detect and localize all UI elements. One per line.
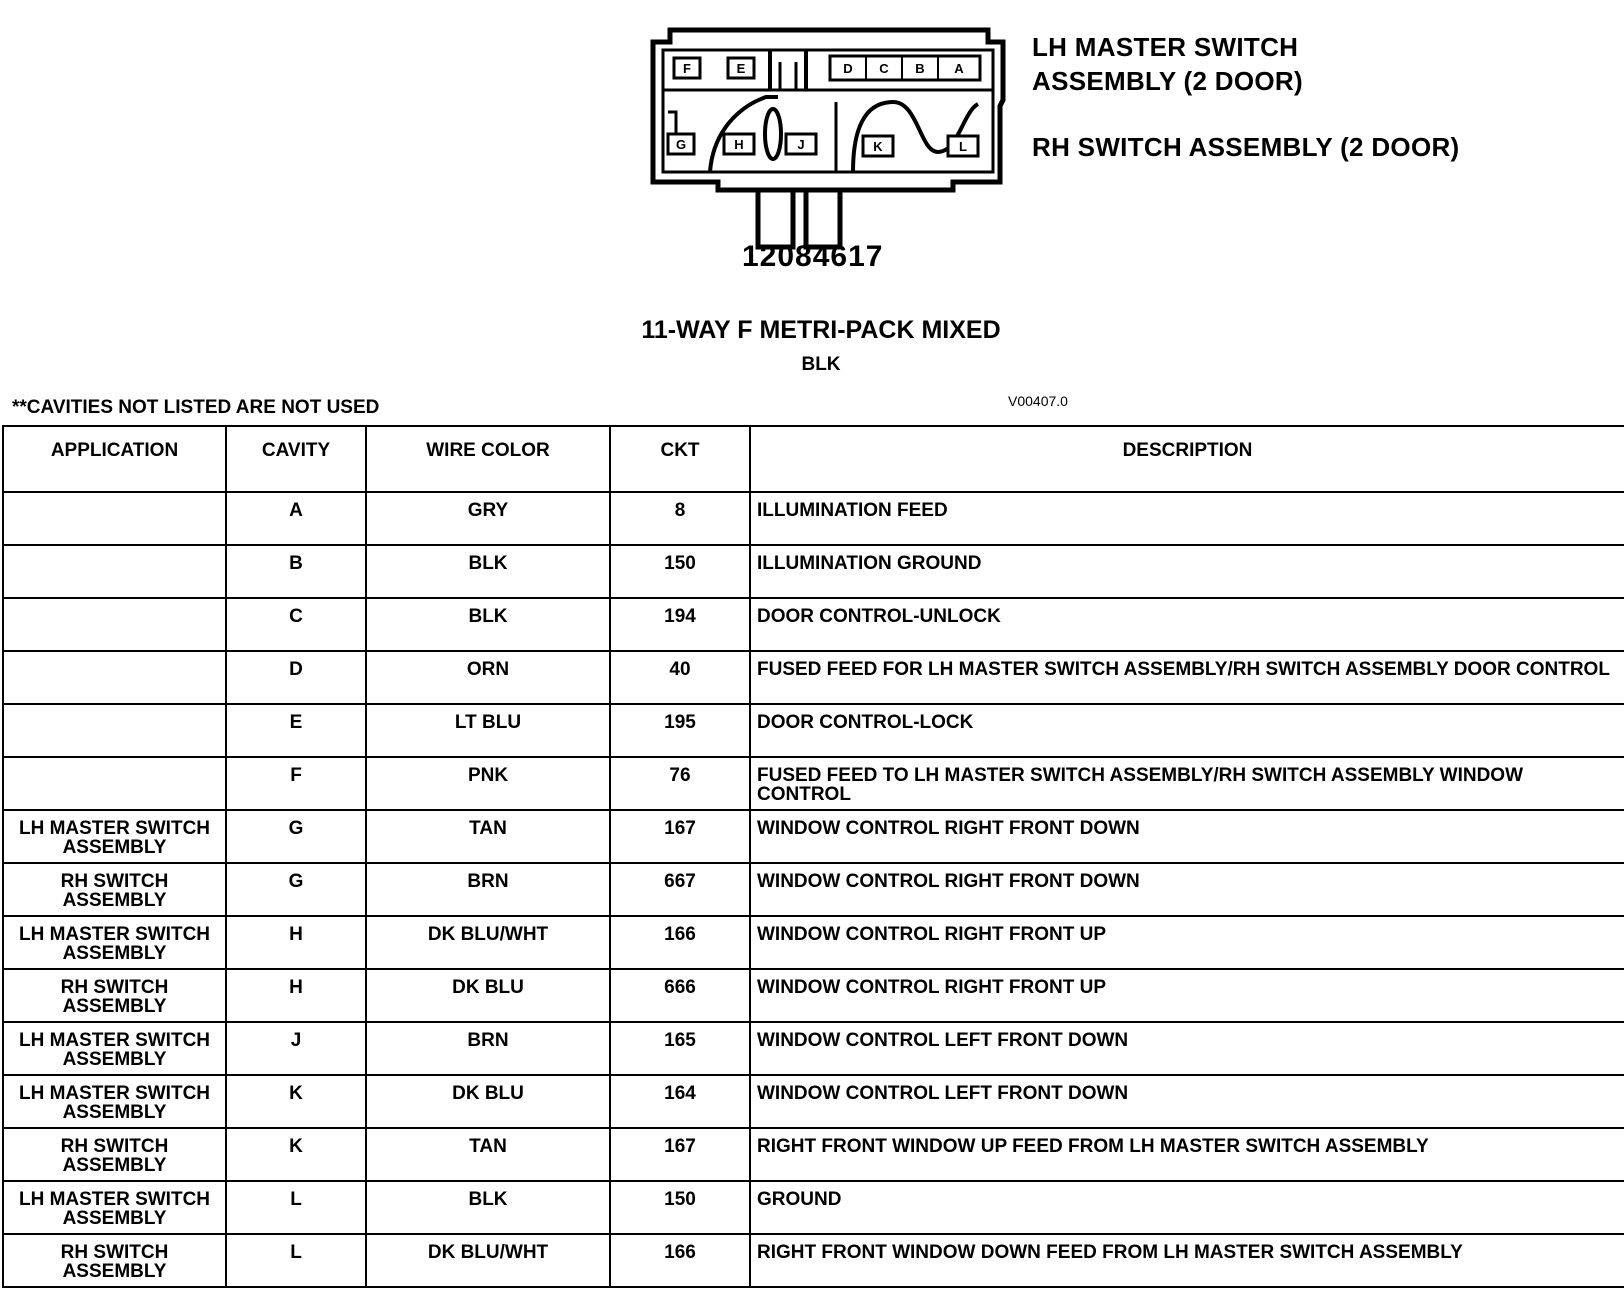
cell-wire-color: LT BLU (366, 704, 610, 757)
cell-cavity: H (226, 916, 366, 969)
cell-description: RIGHT FRONT WINDOW UP FEED FROM LH MASTER SWITCH ASSEMBLY (750, 1128, 1624, 1181)
cell-application: LH MASTER SWITCH ASSEMBLY (3, 1181, 226, 1234)
table-row (3, 1022, 1624, 1075)
cell-ckt: 666 (610, 969, 750, 1022)
cell-cavity: C (226, 598, 366, 651)
cell-description: WINDOW CONTROL RIGHT FRONT DOWN (750, 863, 1624, 916)
cavity-A-label: A (954, 61, 964, 76)
cell-description: WINDOW CONTROL LEFT FRONT DOWN (750, 1075, 1624, 1128)
table-row (3, 1181, 1624, 1234)
cell-cavity: F (226, 757, 366, 810)
cell-application: LH MASTER SWITCH ASSEMBLY (3, 1022, 226, 1075)
cell-application (3, 704, 226, 757)
cell-cavity: K (226, 1075, 366, 1128)
cell-ckt: 76 (610, 757, 750, 810)
cell-application: RH SWITCH ASSEMBLY (3, 1234, 226, 1287)
cell-application (3, 545, 226, 598)
header-cavity: CAVITY (226, 426, 366, 492)
cell-cavity: K (226, 1128, 366, 1181)
cell-wire-color: BLK (366, 598, 610, 651)
part-number: 12084617 (742, 240, 884, 273)
cell-ckt: 166 (610, 916, 750, 969)
cell-cavity: H (226, 969, 366, 1022)
cell-ckt: 167 (610, 810, 750, 863)
cell-application (3, 651, 226, 704)
reference-code: V00407.0 (1008, 393, 1068, 409)
cavity-H-label: H (734, 137, 744, 152)
table-row (3, 545, 1624, 598)
cell-application: LH MASTER SWITCH ASSEMBLY (3, 810, 226, 863)
header-description: DESCRIPTION (750, 426, 1624, 492)
cell-application: LH MASTER SWITCH ASSEMBLY (3, 1075, 226, 1128)
cell-description: DOOR CONTROL-UNLOCK (750, 598, 1624, 651)
cell-ckt: 8 (610, 492, 750, 545)
cell-wire-color: DK BLU/WHT (366, 916, 610, 969)
title-rh-switch: RH SWITCH ASSEMBLY (2 DOOR) (1032, 132, 1460, 162)
cell-ckt: 167 (610, 1128, 750, 1181)
cell-application: RH SWITCH ASSEMBLY (3, 969, 226, 1022)
cavity-K-label: K (873, 139, 883, 154)
cell-ckt: 667 (610, 863, 750, 916)
connector-face-diagram (648, 22, 1008, 270)
cell-description: WINDOW CONTROL RIGHT FRONT UP (750, 916, 1624, 969)
cell-ckt: 195 (610, 704, 750, 757)
table-row (3, 916, 1624, 969)
cell-description: ILLUMINATION FEED (750, 492, 1624, 545)
pinout-table (2, 425, 1624, 1288)
table-row (3, 810, 1624, 863)
cavity-L-label: L (959, 139, 967, 154)
cell-cavity: B (226, 545, 366, 598)
cell-wire-color: BRN (366, 863, 610, 916)
cell-cavity: A (226, 492, 366, 545)
cell-application: RH SWITCH ASSEMBLY (3, 1128, 226, 1181)
table-row (3, 704, 1624, 757)
table-row (3, 492, 1624, 545)
cell-description: RIGHT FRONT WINDOW DOWN FEED FROM LH MASTER SWITCH ASSEMBLY (750, 1234, 1624, 1287)
connector-titles (1032, 30, 1460, 164)
cell-wire-color: TAN (366, 810, 610, 863)
cell-wire-color: BLK (366, 545, 610, 598)
cell-cavity: G (226, 863, 366, 916)
cell-cavity: D (226, 651, 366, 704)
table-row (3, 1075, 1624, 1128)
cell-ckt: 40 (610, 651, 750, 704)
cell-application (3, 757, 226, 810)
cavity-E-label: E (736, 61, 746, 76)
cell-description: WINDOW CONTROL RIGHT FRONT DOWN (750, 810, 1624, 863)
table-row (3, 1128, 1624, 1181)
cell-description: ILLUMINATION GROUND (750, 545, 1624, 598)
cell-wire-color: TAN (366, 1128, 610, 1181)
cell-description: DOOR CONTROL-LOCK (750, 704, 1624, 757)
cell-cavity: L (226, 1181, 366, 1234)
cell-wire-color: BLK (366, 1181, 610, 1234)
cell-description: FUSED FEED FOR LH MASTER SWITCH ASSEMBLY/RH SWITCH ASSEMBLY DOOR CONTROL (750, 651, 1624, 704)
cell-application (3, 492, 226, 545)
cell-application (3, 598, 226, 651)
cell-wire-color: DK BLU/WHT (366, 1234, 610, 1287)
cell-wire-color: DK BLU (366, 1075, 610, 1128)
cell-wire-color: PNK (366, 757, 610, 810)
cell-ckt: 150 (610, 545, 750, 598)
cell-description: WINDOW CONTROL RIGHT FRONT UP (750, 969, 1624, 1022)
cell-wire-color: BRN (366, 1022, 610, 1075)
cell-description: WINDOW CONTROL LEFT FRONT DOWN (750, 1022, 1624, 1075)
title-lh-master-switch: LH MASTER SWITCH ASSEMBLY (2 DOOR) (1032, 32, 1303, 96)
cavity-B-label: B (915, 61, 925, 76)
table-row (3, 598, 1624, 651)
cell-wire-color: DK BLU (366, 969, 610, 1022)
cell-application: LH MASTER SWITCH ASSEMBLY (3, 916, 226, 969)
table-row (3, 969, 1624, 1022)
cavity-C-label: C (879, 61, 889, 76)
table-row (3, 757, 1624, 810)
cavity-J-label: J (797, 137, 805, 152)
cell-wire-color: ORN (366, 651, 610, 704)
header-wire-color: WIRE COLOR (366, 426, 610, 492)
cell-cavity: E (226, 704, 366, 757)
table-row (3, 651, 1624, 704)
cell-ckt: 164 (610, 1075, 750, 1128)
header-application: APPLICATION (3, 426, 226, 492)
cell-ckt: 166 (610, 1234, 750, 1287)
cavity-F-label: F (683, 61, 691, 76)
unused-cavities-note: **CAVITIES NOT LISTED ARE NOT USED (12, 397, 380, 418)
connector-name: 11-WAY F METRI-PACK MIXED (641, 316, 1001, 344)
cavity-D-label: D (843, 61, 853, 76)
table-header-row (3, 426, 1624, 492)
cell-ckt: 150 (610, 1181, 750, 1234)
table-row (3, 863, 1624, 916)
cell-ckt: 165 (610, 1022, 750, 1075)
cell-description: FUSED FEED TO LH MASTER SWITCH ASSEMBLY/RH SWITCH ASSEMBLY WINDOW CONTROL (750, 757, 1624, 810)
cell-cavity: G (226, 810, 366, 863)
cell-description: GROUND (750, 1181, 1624, 1234)
cell-wire-color: GRY (366, 492, 610, 545)
cell-cavity: J (226, 1022, 366, 1075)
table-row (3, 1234, 1624, 1287)
cell-application: RH SWITCH ASSEMBLY (3, 863, 226, 916)
cavity-G-label: G (675, 137, 687, 152)
cell-ckt: 194 (610, 598, 750, 651)
header-ckt: CKT (610, 426, 750, 492)
cell-cavity: L (226, 1234, 366, 1287)
connector-color: BLK (801, 354, 841, 375)
